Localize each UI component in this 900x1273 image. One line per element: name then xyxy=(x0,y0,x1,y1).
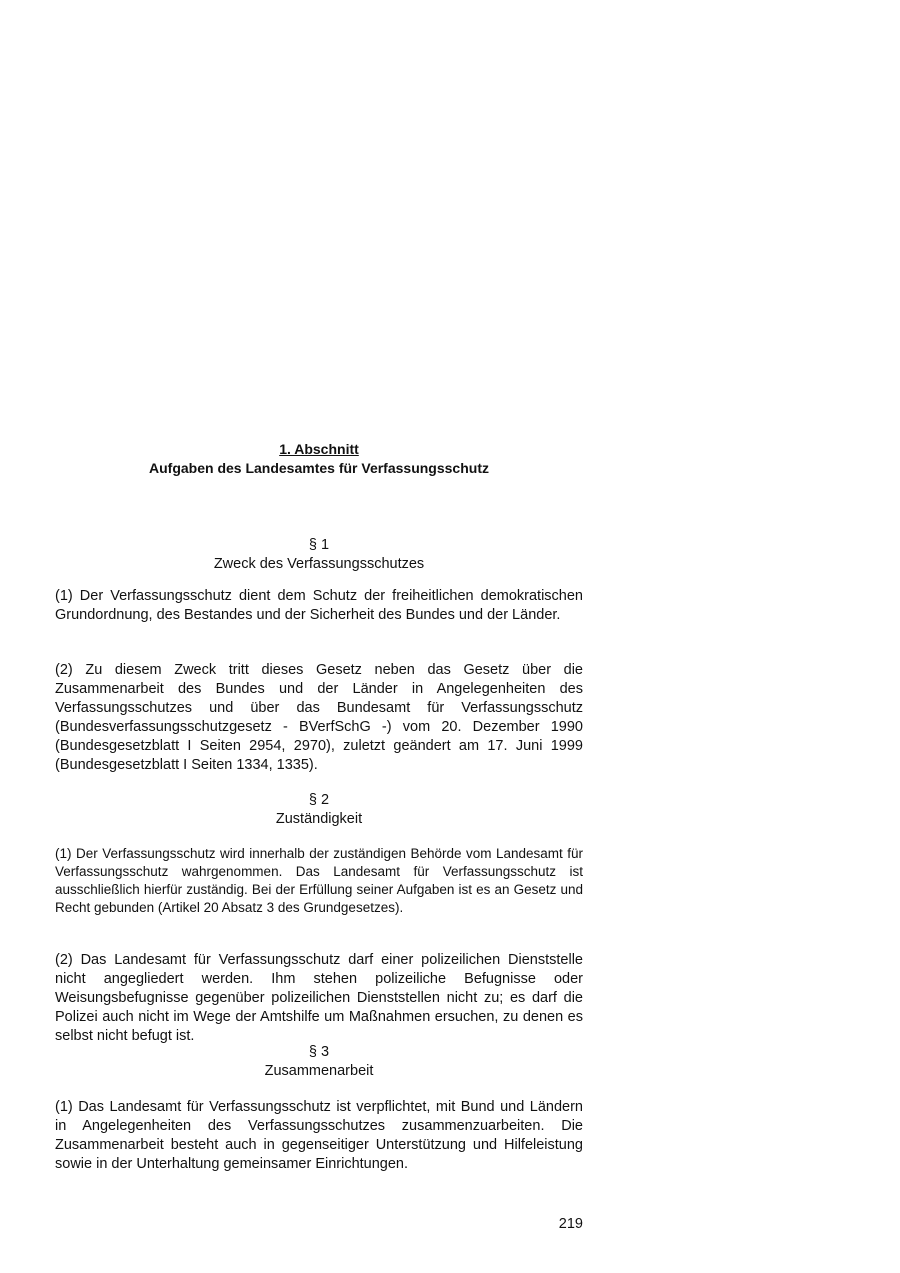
section-1 xyxy=(55,536,583,574)
section-3 xyxy=(55,1043,583,1081)
section-1-paragraph-2-block xyxy=(55,661,583,775)
section-3-symbol: § 3 xyxy=(308,1044,330,1060)
section-1-paragraph-2: (2) Zu diesem Zweck tritt dieses Gesetz neben das Gesetz über die Zusammenarbeit des Bundes und der Länder in Angelegenheiten des Verfassungsschutzes und über das Bundesamt für Verfassungsschutz (Bundesverfassungsschutzgesetz - BVerfSchG -) vom 20. Dezember 1990 (Bundesgesetzblatt I Seiten 2954, 2970), zuletzt geändert am 17. Juni 1999 (Bundesgesetzblatt I Seiten 1334, 1335). xyxy=(55,662,583,773)
section-2-paragraph-1: (1) Der Verfassungsschutz wird innerhalb der zuständigen Behörde vom Landesamt für Verfassungsschutz wahrgenommen. Das Landesamt für Verfassungsschutz ist ausschließlich hierfür zuständig. Bei der Erfüllung seiner Aufgaben ist es an Gesetz und Recht gebunden (Artikel 20 Absatz 3 des Grundgesetzes). xyxy=(55,846,583,915)
section-2-paragraph-2-block xyxy=(55,951,583,1046)
section-2-paragraph-2: (2) Das Landesamt für Verfassungsschutz darf einer polizeilichen Dienststelle nicht angegliedert werden. Ihm stehen polizeiliche Befugnisse oder Weisungsbefugnisse gegenüber polizeilichen Dienststellen nicht zu; es darf die Polizei auch nicht im Wege der Amtshilfe um Maßnahmen ersuchen, zu denen es selbst nicht befugt ist. xyxy=(55,952,583,1044)
section-1-paragraph-1-block xyxy=(55,587,583,625)
section-3-paragraph-1: (1) Das Landesamt für Verfassungsschutz ist verpflichtet, mit Bund und Ländern in Angelegenheiten des Verfassungsschutzes zusammenzuarbeiten. Die Zusammenarbeit besteht auch in gegenseitiger Unterstützung und Hilfeleistung sowie in der Unterhaltung gemeinsamer Einrichtungen. xyxy=(55,1099,583,1172)
section-1-paragraph-1: (1) Der Verfassungsschutz dient dem Schutz der freiheitlichen demokratischen Grundordnung, des Bestandes und der Sicherheit des Bundes und der Länder. xyxy=(55,588,583,623)
section-1-title: Zweck des Verfassungsschutzes xyxy=(213,556,425,572)
section-2-title: Zuständigkeit xyxy=(275,811,363,827)
section-2-symbol: § 2 xyxy=(308,792,330,808)
chapter-number: 1. Abschnitt xyxy=(279,441,359,457)
chapter-title: Aufgaben des Landesamtes für Verfassungsschutz xyxy=(149,460,489,476)
chapter-heading xyxy=(55,440,583,478)
section-3-paragraph-1-block xyxy=(55,1098,583,1174)
section-1-symbol: § 1 xyxy=(308,537,330,553)
page-number: 219 xyxy=(558,1216,583,1232)
section-3-title: Zusammenarbeit xyxy=(264,1063,374,1079)
section-2-paragraph-1-block xyxy=(55,845,583,917)
section-2 xyxy=(55,791,583,829)
